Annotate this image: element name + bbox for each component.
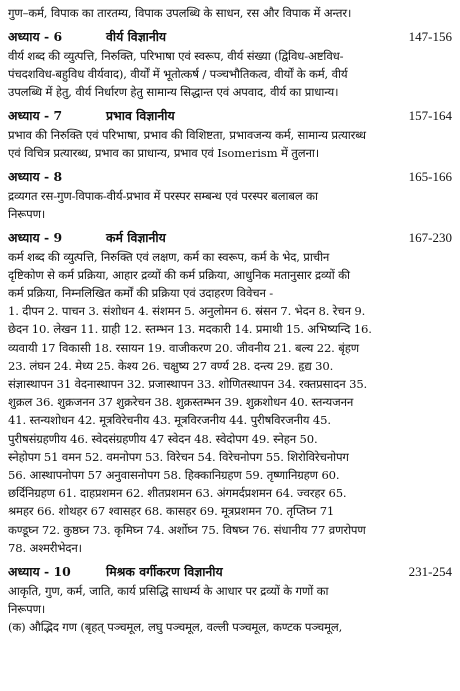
chapter-text-line: पंचदशविध-बहुविध वीर्यवाद), वीर्यों में भूतोत्कर्ष / पञ्चभौतिकत्व, वीर्यों के कर्म, वीर्य — [8, 66, 348, 81]
chapter-page-range: 167-230 — [408, 230, 452, 246]
chapter-text-line: उपलब्धि में हेतु, वीर्य निर्धारण हेतु सामान्य सिद्धान्त एवं अपवाद, वीर्य का प्राधान्य। — [8, 85, 339, 100]
chapter-heading — [8, 168, 452, 187]
chapter-section — [8, 107, 452, 162]
chapter-text-line: प्रभाव की निरुक्ति एवं परिभाषा, प्रभाव की विशिष्टता, प्रभावजन्य कर्म, सामान्य प्रत्यारब्ध — [8, 127, 366, 142]
chapter-text-line: दृष्टिकोण से कर्म प्रक्रिया, आहार द्रव्यों की कर्म प्रक्रिया, आधुनिक मतानुसार द्रव्यों की — [8, 267, 350, 282]
chapter-list — [8, 28, 452, 636]
chapter-text-line: आकृति, गुण, कर्म, जाति, कार्य प्रसिद्धि साधर्म्य के आधार पर द्रव्यों के गणों का — [8, 583, 329, 598]
chapter-text-line: कर्म प्रक्रिया, निम्नलिखित कर्मों की प्रक्रिया एवं उदाहरण विवेचन - — [8, 286, 274, 301]
chapter-text-line: स्नेहोपग 51 वमन 52. वमनोपग 53. विरेचन 54. विरेचनोपग 55. शिरोविरेचनोपग — [8, 449, 349, 464]
chapter-section — [8, 563, 452, 636]
chapter-section — [8, 229, 452, 557]
chapter-text-line: (क) औद्भिद गण (बृहत् पञ्चमूल, लघु पञ्चमूल, वल्ली पञ्चमूल, कण्टक पञ्चमूल, — [8, 619, 343, 634]
chapter-text-line: एवं विचित्र प्रत्यारब्ध, प्रभाव का प्राधान्य, प्रभाव एवं Isomerism में तुलना। — [8, 146, 319, 161]
chapter-heading — [8, 563, 452, 582]
chapter-text-line: कर्म शब्द की व्युत्पत्ति, निरुक्ति एवं लक्षण, कर्म का स्वरूप, कर्म के भेद, प्राचीन — [8, 249, 330, 264]
chapter-text-line: वीर्य शब्द की व्युत्पत्ति, निरुक्ति, परिभाषा एवं स्वरूप, वीर्य संख्या (द्विविध-अष्टविध- — [8, 48, 344, 63]
chapter-text-line: छेदन 10. लेखन 11. ग्राही 12. स्तम्भन 13. मदकारी 14. प्रमाथी 15. अभिष्यन्दि 16. — [8, 322, 372, 337]
chapter-page-range: 231-254 — [408, 564, 452, 580]
chapter-page-range: 157-164 — [408, 108, 452, 124]
chapter-title: प्रभाव विज्ञानीय — [106, 108, 175, 124]
chapter-text-line: 41. स्तन्यशोधन 42. मूत्रविरेचनीय 43. मूत्रविरजनीय 44. पुरीषविरजनीय 45. — [8, 413, 331, 428]
chapter-page-range: 147-156 — [408, 29, 452, 45]
chapter-text-line: 56. आस्थापनोपग 57 अनुवासनोपग 58. हिक्कानिग्रहण 59. तृष्णानिग्रहण 60. — [8, 468, 340, 483]
chapter-text-line: संज्ञास्थापन 31 वेदनास्थापन 32. प्रजास्थापन 33. शोणितस्थापन 34. रक्तप्रसादन 35. — [8, 377, 368, 392]
chapter-number: अध्याय - 9 — [8, 230, 63, 246]
chapter-title: कर्म विज्ञानीय — [106, 230, 166, 246]
chapter-text-line: कण्डूघ्न 72. कुष्ठघ्न 73. कृमिघ्न 74. अर्शोघ्न 75. विषघ्न 76. संधानीय 77 व्रणरोपण — [8, 522, 366, 537]
chapter-heading — [8, 107, 452, 126]
chapter-title: वीर्य विज्ञानीय — [106, 29, 167, 45]
chapter-number: अध्याय - 8 — [8, 169, 63, 185]
chapter-text-line: निरूपण। — [8, 601, 46, 616]
chapter-text-line: छर्दिनिग्रहण 61. दाहप्रशमन 62. शीतप्रशमन 63. अंगमर्दप्रशमन 64. ज्वरहर 65. — [8, 486, 347, 501]
chapter-text-line: श्रमहर 66. शोथहर 67 श्वासहर 68. कासहर 69. मूत्रप्रशमन 70. तृप्तिघ्न 71 — [8, 504, 335, 519]
chapter-title: मिश्रक वर्गीकरण विज्ञानीय — [106, 564, 223, 580]
chapter-heading — [8, 229, 452, 248]
chapter-text-line: 1. दीपन 2. पाचन 3. संशोधन 4. संशमन 5. अनुलोमन 6. स्रंसन 7. भेदन 8. रेचन 9. — [8, 304, 366, 319]
intro-line: गुण–कर्म, विपाक का तारतम्य, विपाक उपलब्धि के साधन, रस और विपाक में अन्तर। — [8, 6, 352, 20]
chapter-text-line: निरूपण। — [8, 206, 46, 221]
chapter-text-line: व्यवायी 17 विकासी 18. रसायन 19. वाजीकरण 20. जीवनीय 21. बल्य 22. बृंहण — [8, 340, 359, 355]
chapter-page-range: 165-166 — [408, 169, 452, 185]
chapter-section — [8, 28, 452, 101]
chapter-text-line: 23. लंघन 24. मेध्य 25. केश्य 26. चक्षुष्य 27 वर्ण्य 28. दन्त्य 29. हृद्य 30. — [8, 358, 334, 373]
chapter-text-line: 78. अश्मरीभेदन। — [8, 540, 82, 555]
chapter-number: अध्याय - 10 — [8, 564, 71, 580]
chapter-heading — [8, 28, 452, 47]
chapter-text-line: शुक्रल 36. शुक्रजनन 37 शुक्ररेचन 38. शुक्रस्तम्भन 39. शुक्रशोधन 40. स्तन्यजनन — [8, 395, 354, 410]
chapter-text-line: द्रव्यगत रस-गुण-विपाक-वीर्य-प्रभाव में परस्पर सम्बन्ध एवं परस्पर बलाबल का — [8, 188, 318, 203]
chapter-section — [8, 168, 452, 223]
chapter-text-line: पुरीषसंग्रहणीय 46. स्वेदसंग्रहणीय 47 स्वेदन 48. स्वेदोपग 49. स्नेहन 50. — [8, 431, 318, 446]
chapter-number: अध्याय - 6 — [8, 29, 63, 45]
chapter-number: अध्याय - 7 — [8, 108, 63, 124]
